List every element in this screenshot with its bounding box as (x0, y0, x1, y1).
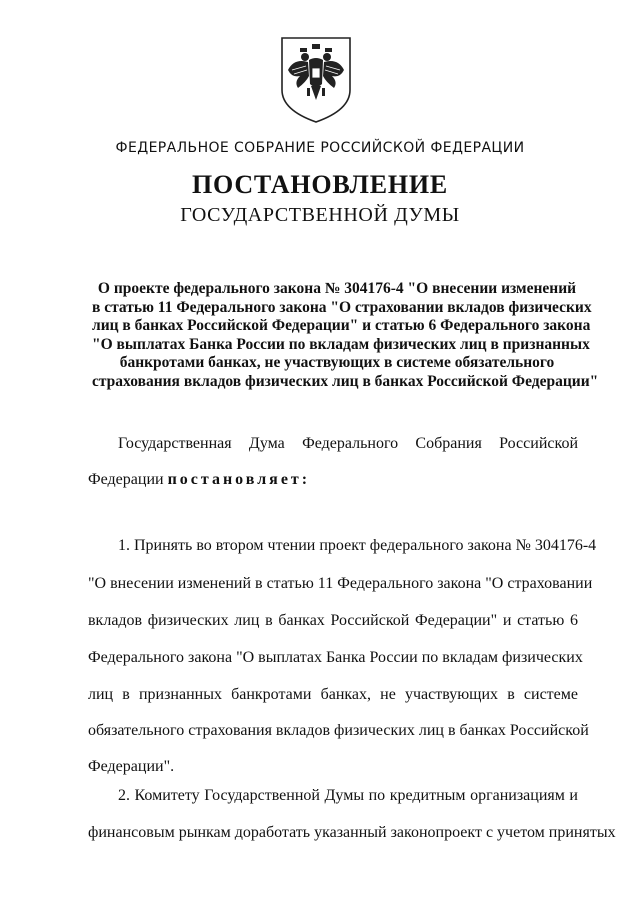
preamble-prefix: Федерации (88, 471, 164, 488)
subject-line: банкротами банках, не участвующих в системе обязательного (119, 354, 555, 371)
item-line: вкладов физических лиц в банках Российской Федерации" и статью 6 (88, 612, 578, 629)
item-line: обязательного страхования вкладов физических лиц в банках Российской (88, 722, 589, 739)
russian-coat-of-arms-icon (278, 32, 354, 128)
assembly-heading: ФЕДЕРАЛЬНОЕ СОБРАНИЕ РОССИЙСКОЙ ФЕДЕРАЦИИ (115, 140, 525, 156)
item-line: Федерации". (88, 758, 175, 775)
resolves-emphasis: постановляет: (167, 471, 311, 488)
subject-line: лиц в банках Российской Федерации" и статью 6 Федерального закона (92, 317, 591, 334)
subject-line: в статью 11 Федерального закона "О страховании вкладов физических (92, 298, 592, 316)
item-line: лиц в признанных банкротами банках, не участвующих в системе (88, 686, 578, 703)
subject-line: "О выплатах Банка России по вкладам физических лиц в признанных (92, 335, 590, 353)
document-title: ПОСТАНОВЛЕНИЕ (191, 170, 449, 199)
subject-line: страхования вкладов физических лиц в банках Российской Федерации" (92, 372, 599, 390)
item-line: 1. Принять во втором чтении проект федерального закона № 304176-4 (118, 537, 597, 554)
item-line: Федерального закона "О выплатах Банка России по вкладам физических (88, 649, 583, 666)
preamble-line (88, 470, 578, 490)
item-line: финансовым рынкам доработать указанный законопроект с учетом принятых (88, 824, 616, 841)
subject-line: О проекте федерального закона № 304176-4 "О внесении изменений (97, 280, 577, 297)
preamble (88, 434, 578, 494)
document-subject (92, 280, 599, 391)
item-line: 2. Комитету Государственной Думы по кредитным организациям и (118, 787, 578, 804)
item-line: "О внесении изменений в статью 11 Федерального закона "О страховании (88, 575, 593, 592)
resolution-item-2 (88, 786, 616, 866)
preamble-line: Государственная Дума Федерального Собрания Российской (118, 435, 578, 452)
document-subtitle: ГОСУДАРСТВЕННОЙ ДУМЫ (180, 204, 460, 226)
resolution-item-1 (88, 536, 597, 776)
